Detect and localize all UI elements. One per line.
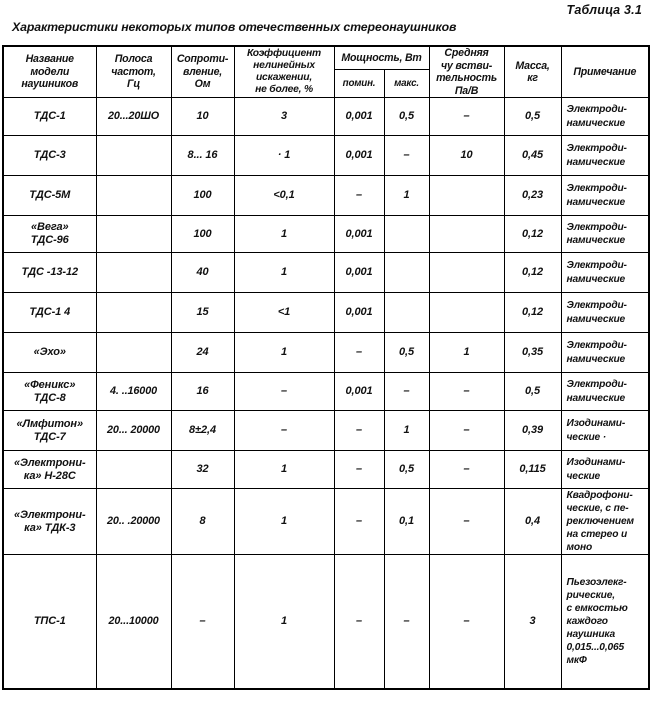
cell-power-nominal: 0,001 bbox=[334, 253, 384, 293]
cell-model-line-1: «Электрони- bbox=[13, 508, 86, 521]
cell-mass: 0,5 bbox=[504, 98, 561, 136]
cell-mass: 0,35 bbox=[504, 333, 561, 373]
cell-note-line-1: Электроди- bbox=[566, 340, 627, 352]
cell-note bbox=[561, 411, 649, 451]
cell-note-line-4: каждого bbox=[566, 615, 608, 627]
cell-model bbox=[3, 373, 96, 411]
cell-band: 20... 20000 bbox=[96, 411, 171, 451]
cell-power-max: 1 bbox=[384, 176, 429, 216]
cell-power-nominal: 0,001 bbox=[334, 293, 384, 333]
cell-mass: 0,23 bbox=[504, 176, 561, 216]
power-header-label: Мощность, Вт bbox=[341, 51, 422, 64]
cell-note-line-1: Электроди- bbox=[566, 104, 627, 116]
thd-header-line-2: нелинейных bbox=[253, 59, 315, 71]
cell-sensitivity: – bbox=[429, 555, 504, 689]
cell-note-line-1: Электроди- bbox=[566, 300, 627, 312]
cell-impedance: 8 bbox=[171, 489, 234, 555]
cell-impedance: 24 bbox=[171, 333, 234, 373]
cell-band bbox=[96, 451, 171, 489]
cell-note-line-2: намические bbox=[566, 156, 626, 168]
cell-sensitivity: – bbox=[429, 98, 504, 136]
sensitivity-header-line-3: тельность bbox=[436, 72, 497, 84]
table-row bbox=[3, 136, 649, 176]
cell-mass: 0,12 bbox=[504, 253, 561, 293]
cell-model bbox=[3, 293, 96, 333]
cell-power-max: – bbox=[384, 555, 429, 689]
column-header-model bbox=[3, 46, 96, 98]
column-header-power-max: макс. bbox=[384, 70, 429, 98]
cell-power-nominal: – bbox=[334, 176, 384, 216]
cell-mass: 0,39 bbox=[504, 411, 561, 451]
cell-band: 4. ..16000 bbox=[96, 373, 171, 411]
cell-note-line-1: Электроди- bbox=[566, 379, 627, 391]
cell-model bbox=[3, 136, 96, 176]
cell-impedance: 16 bbox=[171, 373, 234, 411]
cell-note-line-5: моно bbox=[566, 542, 593, 554]
cell-thd: 1 bbox=[234, 216, 334, 253]
cell-power-max: – bbox=[384, 136, 429, 176]
cell-note-line-2: намические bbox=[566, 392, 626, 404]
table-row bbox=[3, 333, 649, 373]
column-header-band bbox=[96, 46, 171, 98]
cell-thd: – bbox=[234, 373, 334, 411]
cell-model bbox=[3, 489, 96, 555]
cell-note-line-5: наушника bbox=[566, 629, 616, 640]
column-header-note bbox=[561, 46, 649, 98]
cell-sensitivity: – bbox=[429, 451, 504, 489]
cell-sensitivity: – bbox=[429, 411, 504, 451]
band-header-line-1: Полоса bbox=[114, 53, 153, 66]
cell-impedance: 40 bbox=[171, 253, 234, 293]
cell-model-line-1: «Лмфитон» bbox=[16, 417, 83, 430]
cell-note bbox=[561, 373, 649, 411]
cell-power-max: 0,1 bbox=[384, 489, 429, 555]
cell-power-nominal: – bbox=[334, 411, 384, 451]
cell-model-line-1: ТДС-3 bbox=[33, 149, 66, 162]
column-header-mass bbox=[504, 46, 561, 98]
thd-header-line-1: Коэффициент bbox=[247, 47, 321, 59]
mass-header-line-2: кг bbox=[527, 72, 538, 84]
cell-note bbox=[561, 333, 649, 373]
band-header-line-3: Гц bbox=[127, 78, 140, 91]
cell-note-line-1: Электроди- bbox=[566, 260, 627, 272]
cell-power-nominal: – bbox=[334, 489, 384, 555]
cell-power-max: 0,5 bbox=[384, 451, 429, 489]
table-body bbox=[3, 98, 649, 689]
cell-note bbox=[561, 176, 649, 216]
table-row bbox=[3, 253, 649, 293]
cell-note-line-1: Квадрофони- bbox=[566, 490, 633, 501]
cell-model-line-1: ТДС -13-12 bbox=[21, 266, 78, 279]
cell-note-line-3: реключением bbox=[566, 516, 634, 528]
cell-note-line-4: на стерео и bbox=[566, 529, 628, 541]
cell-thd: <0,1 bbox=[234, 176, 334, 216]
cell-model-line-1: ТДС-1 bbox=[33, 110, 66, 123]
cell-impedance: 100 bbox=[171, 216, 234, 253]
cell-note-line-2: намические bbox=[566, 117, 626, 129]
cell-thd: 1 bbox=[234, 451, 334, 489]
cell-note-line-2: намические bbox=[566, 273, 626, 285]
cell-note bbox=[561, 136, 649, 176]
cell-impedance: 10 bbox=[171, 98, 234, 136]
column-header-power-nominal: помин. bbox=[334, 70, 384, 98]
page-title: Характеристики некоторых типов отечественных стереонаушников bbox=[12, 20, 457, 34]
cell-model-line-1: «Эхо» bbox=[33, 346, 66, 359]
cell-note-line-6: 0,015...0,065 bbox=[566, 642, 625, 654]
column-header-power bbox=[334, 46, 429, 70]
impedance-header-line-3: Ом bbox=[194, 78, 211, 91]
table-row bbox=[3, 373, 649, 411]
cell-impedance: 100 bbox=[171, 176, 234, 216]
thd-header-line-3: искажении, bbox=[255, 72, 313, 83]
column-header-thd bbox=[234, 46, 334, 98]
cell-impedance: – bbox=[171, 555, 234, 689]
cell-model-line-1: ТПС-1 bbox=[33, 615, 66, 627]
cell-model-line-1: «Вега» bbox=[30, 221, 69, 234]
cell-model-line-1: ТДС-5М bbox=[29, 189, 71, 202]
cell-power-nominal: – bbox=[334, 451, 384, 489]
cell-thd: 1 bbox=[234, 555, 334, 689]
cell-note bbox=[561, 216, 649, 253]
cell-note-line-2: ческие bbox=[566, 470, 601, 482]
cell-model bbox=[3, 333, 96, 373]
cell-note-line-2: намические bbox=[566, 353, 626, 365]
model-header-line-2: модели bbox=[30, 65, 70, 78]
band-header-line-2: частот, bbox=[111, 65, 156, 78]
cell-note-line-2: намические bbox=[566, 313, 626, 325]
cell-power-max: 1 bbox=[384, 411, 429, 451]
cell-note-line-2: рические, bbox=[566, 589, 615, 601]
cell-model bbox=[3, 411, 96, 451]
table-row bbox=[3, 555, 649, 689]
cell-impedance: 8... 16 bbox=[171, 136, 234, 176]
cell-sensitivity bbox=[429, 253, 504, 293]
headphone-spec-table bbox=[2, 45, 650, 690]
cell-power-max: 0,5 bbox=[384, 98, 429, 136]
cell-sensitivity bbox=[429, 216, 504, 253]
cell-model bbox=[3, 176, 96, 216]
cell-model-line-1: «Феникс» bbox=[24, 378, 76, 391]
cell-note bbox=[561, 555, 649, 689]
cell-impedance: 8±2,4 bbox=[171, 411, 234, 451]
cell-sensitivity: 10 bbox=[429, 136, 504, 176]
cell-note-line-3: с емкостью bbox=[566, 602, 628, 614]
cell-power-max bbox=[384, 216, 429, 253]
cell-model-line-2: ка» Н-28С bbox=[23, 469, 76, 482]
cell-thd: – bbox=[234, 411, 334, 451]
cell-power-max bbox=[384, 253, 429, 293]
cell-thd: 1 bbox=[234, 489, 334, 555]
mass-header-line-1: Масса, bbox=[515, 59, 550, 72]
table-row bbox=[3, 176, 649, 216]
model-header-line-1: Название bbox=[25, 53, 74, 66]
table-row bbox=[3, 98, 649, 136]
cell-thd: 3 bbox=[234, 98, 334, 136]
cell-thd: 1 bbox=[234, 333, 334, 373]
table-row bbox=[3, 411, 649, 451]
sensitivity-header-line-1: Средняя bbox=[444, 47, 489, 59]
cell-mass: 0,4 bbox=[504, 489, 561, 555]
cell-power-max bbox=[384, 293, 429, 333]
cell-band: 20...10000 bbox=[96, 555, 171, 689]
column-header-impedance bbox=[171, 46, 234, 98]
cell-note-line-2: ческие · bbox=[566, 431, 606, 443]
table-row bbox=[3, 451, 649, 489]
cell-note bbox=[561, 98, 649, 136]
cell-note-line-2: намические bbox=[566, 196, 626, 208]
cell-band: 20...20ШО bbox=[96, 98, 171, 136]
cell-sensitivity bbox=[429, 293, 504, 333]
cell-mass: 0,115 bbox=[504, 451, 561, 489]
cell-model-line-1: ТДС-1 4 bbox=[29, 306, 71, 319]
cell-power-nominal: 0,001 bbox=[334, 98, 384, 136]
table-header bbox=[3, 46, 649, 98]
cell-impedance: 32 bbox=[171, 451, 234, 489]
cell-model-line-2: ТДС-7 bbox=[33, 430, 66, 443]
cell-note-line-7: мкФ bbox=[566, 655, 587, 667]
sensitivity-header-line-2: чу встви- bbox=[440, 59, 493, 72]
cell-power-nominal: – bbox=[334, 555, 384, 689]
cell-note-line-1: Пьезоэлекг- bbox=[566, 576, 627, 588]
cell-note-line-1: Электроди- bbox=[566, 143, 627, 155]
cell-note-line-2: ческие, с пе- bbox=[566, 503, 629, 515]
cell-sensitivity: – bbox=[429, 489, 504, 555]
cell-power-nominal: – bbox=[334, 333, 384, 373]
table-row bbox=[3, 293, 649, 333]
cell-model-line-2: ка» ТДК-3 bbox=[24, 521, 76, 534]
cell-note-line-1: Изодинами- bbox=[566, 457, 626, 469]
cell-model bbox=[3, 451, 96, 489]
cell-power-nominal: 0,001 bbox=[334, 216, 384, 253]
spec-table-container bbox=[2, 45, 648, 690]
cell-band bbox=[96, 293, 171, 333]
table-row bbox=[3, 216, 649, 253]
cell-note bbox=[561, 293, 649, 333]
cell-band bbox=[96, 136, 171, 176]
cell-model-line-2: ТДС-8 bbox=[33, 391, 66, 404]
impedance-header-line-2: вление, bbox=[182, 65, 223, 78]
cell-model bbox=[3, 98, 96, 136]
table-row bbox=[3, 489, 649, 555]
cell-power-nominal: 0,001 bbox=[334, 373, 384, 411]
cell-sensitivity: – bbox=[429, 373, 504, 411]
sensitivity-header-line-4: Па/В bbox=[454, 84, 479, 97]
cell-mass: 0,5 bbox=[504, 373, 561, 411]
cell-mass: 0,45 bbox=[504, 136, 561, 176]
cell-note-line-1: Изодинами- bbox=[566, 418, 626, 430]
cell-mass: 0,12 bbox=[504, 216, 561, 253]
cell-power-nominal: 0,001 bbox=[334, 136, 384, 176]
cell-band bbox=[96, 176, 171, 216]
impedance-header-line-1: Сопроти- bbox=[176, 53, 229, 66]
table-number-label: Таблица 3.1 bbox=[566, 3, 642, 17]
thd-header-line-4: не более, % bbox=[255, 84, 313, 96]
cell-model bbox=[3, 216, 96, 253]
model-header-line-3: наушников bbox=[21, 78, 79, 91]
cell-model bbox=[3, 253, 96, 293]
cell-note bbox=[561, 451, 649, 489]
cell-sensitivity: 1 bbox=[429, 333, 504, 373]
note-header-line-1: Примечание bbox=[573, 65, 637, 78]
cell-thd: · 1 bbox=[234, 136, 334, 176]
cell-note-line-1: Электроди- bbox=[566, 183, 627, 195]
cell-note bbox=[561, 253, 649, 293]
cell-power-max: 0,5 bbox=[384, 333, 429, 373]
cell-thd: 1 bbox=[234, 253, 334, 293]
cell-note-line-1: Электроди- bbox=[566, 221, 627, 233]
cell-model bbox=[3, 555, 96, 689]
column-header-sensitivity bbox=[429, 46, 504, 98]
cell-note-line-2: намические bbox=[566, 235, 626, 246]
cell-mass: 0,12 bbox=[504, 293, 561, 333]
cell-impedance: 15 bbox=[171, 293, 234, 333]
cell-mass: 3 bbox=[504, 555, 561, 689]
cell-band bbox=[96, 216, 171, 253]
cell-band bbox=[96, 253, 171, 293]
cell-power-max: – bbox=[384, 373, 429, 411]
cell-model-line-1: «Электрони- bbox=[13, 456, 86, 469]
header-row-main bbox=[3, 46, 649, 70]
cell-sensitivity bbox=[429, 176, 504, 216]
cell-thd: <1 bbox=[234, 293, 334, 333]
cell-band: 20.. .20000 bbox=[96, 489, 171, 555]
cell-model-line-2: ТДС-96 bbox=[30, 234, 69, 246]
cell-band bbox=[96, 333, 171, 373]
cell-note bbox=[561, 489, 649, 555]
